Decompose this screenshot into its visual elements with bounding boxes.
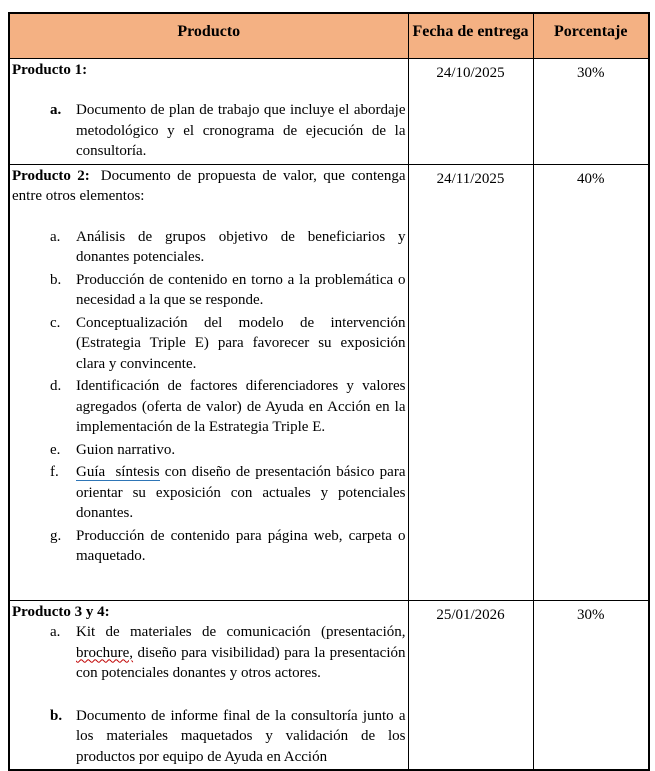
product-title-text: Producto 1:	[12, 61, 88, 78]
product-title-text: Producto 2:	[12, 167, 90, 184]
list-item	[12, 227, 406, 268]
header-fecha-entrega: Fecha de entrega	[408, 13, 533, 58]
header-porcentaje: Porcentaje	[533, 13, 649, 58]
list-item-text-before: Kit de materiales de comunicación (presentación,	[76, 624, 406, 640]
list-item	[12, 622, 406, 684]
product-title	[12, 60, 406, 81]
list-item	[12, 270, 406, 311]
list-item-text: Guion narrativo.	[76, 441, 176, 458]
blank-line	[12, 686, 406, 706]
fecha-cell	[408, 58, 533, 164]
delivery-date: 25/01/2026	[436, 606, 505, 623]
list-item-text: Producción de contenido para página web, carpeta o maquetado.	[76, 527, 406, 564]
list-item	[12, 440, 406, 461]
deliverables-table	[8, 12, 650, 771]
product-title-text: Producto 3 y 4:	[12, 603, 110, 620]
list-item	[12, 100, 406, 162]
product-title	[12, 166, 406, 207]
list-marker: b.	[50, 707, 63, 724]
blank-line	[12, 80, 406, 100]
product-title-description: Documento de propuesta de valor, que contenga entre otros elementos:	[12, 167, 406, 204]
percentage-value: 30%	[577, 606, 605, 623]
list-item	[12, 376, 406, 438]
porcentaje-cell	[533, 164, 649, 600]
list-marker: d.	[50, 378, 62, 394]
list-item-text: Producción de contenido en torno a la problemática o necesidad a la que se responde.	[76, 271, 406, 308]
percentage-value: 40%	[577, 170, 605, 187]
list-marker: e.	[50, 441, 61, 458]
list-item-text	[76, 622, 406, 684]
table-row-producto-1	[9, 58, 649, 164]
list-marker: g.	[50, 527, 62, 544]
spellcheck-flagged-text: brochure,	[76, 644, 134, 661]
list-item-text: Conceptualización del modelo de intervención (Estrategia Triple E) para favorecer su exposición clara y convincente.	[76, 314, 406, 372]
list-marker: f.	[50, 464, 59, 480]
blank-line	[12, 207, 406, 227]
producto-1-cell	[9, 58, 408, 164]
list-item-text	[76, 462, 406, 524]
porcentaje-cell	[533, 58, 649, 164]
list-item-text-after: con diseño de presentación básico para orientar su exposición con actuales y potenciales donantes.	[76, 464, 406, 521]
header-producto: Producto	[9, 13, 408, 58]
table-row-producto-3-y-4	[9, 600, 649, 770]
list-marker: a.	[50, 102, 62, 118]
delivery-date: 24/10/2025	[436, 64, 505, 81]
list-marker: a.	[50, 624, 61, 640]
list-item-text: Documento de informe final de la consultoría junto a los materiales maquetados y validación de los productos por equipo de Ayuda en Acción	[76, 707, 406, 765]
list-item	[12, 462, 406, 524]
list-marker: a.	[50, 228, 61, 245]
list-item	[12, 706, 406, 768]
fecha-cell	[408, 600, 533, 770]
product-title	[12, 602, 406, 623]
delivery-date: 24/11/2025	[436, 170, 505, 187]
list-marker: b.	[50, 271, 62, 288]
percentage-value: 30%	[577, 64, 605, 81]
header-row	[9, 13, 649, 58]
list-item-text-after: diseño para visibilidad) para la presentación con potenciales donantes y otros actores.	[76, 644, 406, 681]
list-item	[12, 313, 406, 375]
producto-3-4-cell	[9, 600, 408, 770]
producto-2-cell	[9, 164, 408, 600]
fecha-cell	[408, 164, 533, 600]
list-item-text: Identificación de factores diferenciadores y valores agregados (oferta de valor) de Ayuda en Acción en la implementación de la Estrategia Triple E.	[76, 378, 406, 435]
list-item	[12, 526, 406, 567]
grammar-flagged-text: Guía síntesis	[76, 464, 160, 480]
list-item-text: Análisis de grupos objetivo de beneficiarios y donantes potenciales.	[76, 228, 406, 265]
list-marker: c.	[50, 314, 61, 331]
list-item-text: Documento de plan de trabajo que incluye el abordaje metodológico y el cronograma de ejecución de la consultoría.	[76, 102, 406, 159]
table-row-producto-2	[9, 164, 649, 600]
porcentaje-cell	[533, 600, 649, 770]
